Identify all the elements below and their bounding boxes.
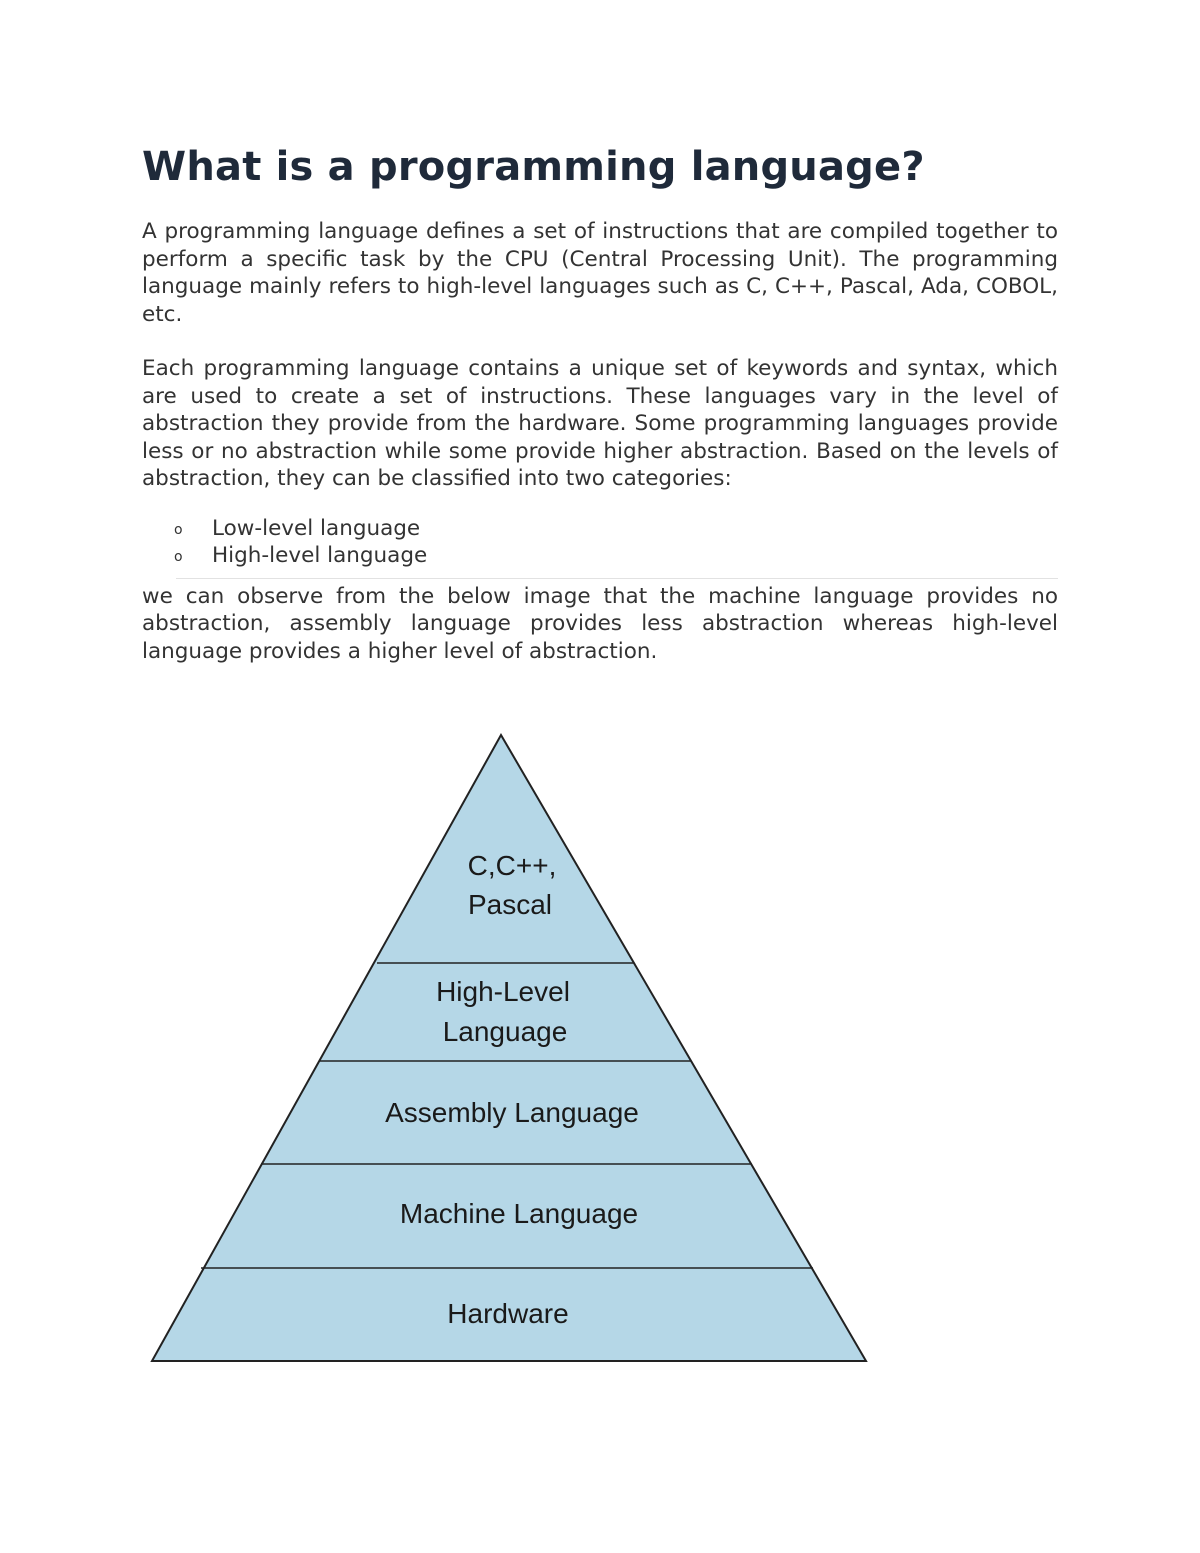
tier-assembly-language: [385, 1097, 639, 1128]
category-list: [142, 515, 1058, 570]
divider: [176, 578, 1058, 579]
tier-label: Assembly Language: [385, 1097, 639, 1128]
list-item: [174, 542, 1058, 570]
tier-machine-language: [400, 1198, 638, 1229]
category-label: Low-level language: [212, 515, 421, 541]
tier-hardware: [447, 1298, 568, 1329]
abstraction-pyramid-diagram: [150, 733, 870, 1365]
tier-label: C,C++,: [467, 850, 557, 881]
tier-label: Language: [442, 1016, 568, 1047]
list-item: [174, 515, 1058, 543]
page-title: What is a programming language?: [142, 144, 925, 190]
observation-paragraph: we can observe from the below image that the machine language provides no abstraction, assembly language provides less abstraction whereas high-level language provides a higher level of abstraction.: [142, 583, 1058, 664]
document-body: [142, 138, 1058, 665]
tier-label: Hardware: [447, 1298, 569, 1329]
tier-label: Pascal: [467, 889, 553, 920]
bullet-icon: o: [174, 521, 183, 538]
abstraction-paragraph: Each programming language contains a unique set of keywords and syntax, which are used to create a set of instructions. These languages vary in the level of abstraction they provide from the hardware. Some programming languages provide less or no abstraction while some provide higher abstraction. Based on the levels of abstraction, they can be classified into two categories:: [142, 356, 1058, 491]
intro-paragraph: A programming language defines a set of instructions that are compiled together to perform a specific task by the CPU (Central Processing Unit). The programming language mainly refers to high-level languages such as C, C++, Pascal, Ada, COBOL, etc.: [142, 219, 1058, 327]
bullet-icon: o: [174, 549, 183, 565]
tier-label: Machine Language: [399, 1198, 639, 1229]
tier-label: High-Level: [436, 976, 570, 1007]
pyramid-shape: [152, 735, 866, 1361]
pyramid-outline: [152, 735, 866, 1361]
category-label: High-level language: [212, 543, 428, 568]
